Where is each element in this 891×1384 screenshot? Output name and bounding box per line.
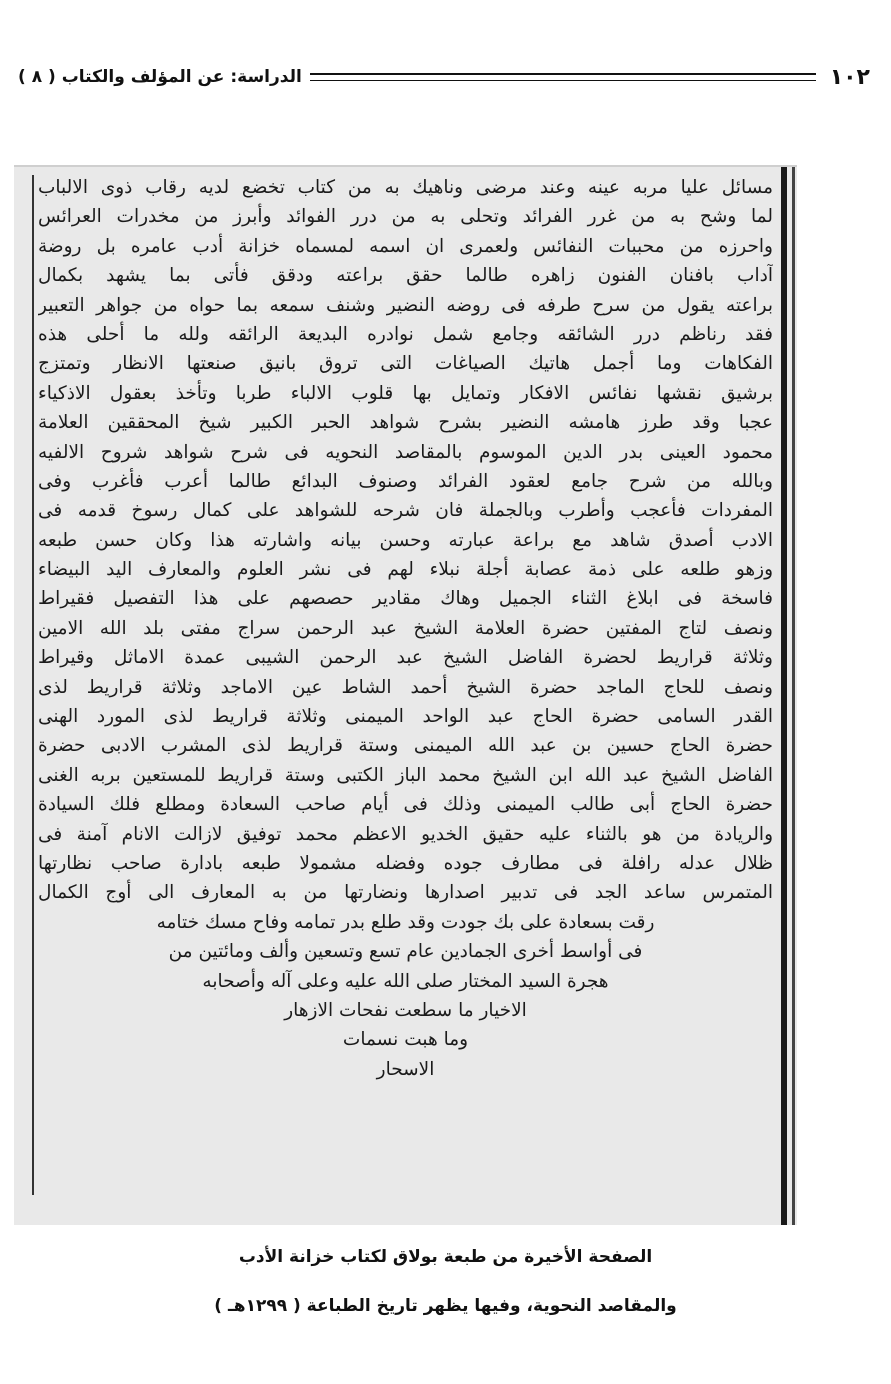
- scanned-manuscript-image: [14, 165, 797, 1225]
- scan-line: هجرة السيد المختار صلى الله عليه وعلى آله وأصحابه: [202, 970, 609, 992]
- scan-line: المفردات فأعجب وأطرب وبالجملة فان شرحه للشواهد على كمال رسوخ قدمه فى: [38, 500, 773, 522]
- scan-right-border-outer: [792, 167, 795, 1225]
- running-title: الدراسة: عن المؤلف والكتاب ( ٨ ): [18, 67, 302, 87]
- scan-line: الفاضل الشيخ عبد الله ابن الشيخ محمد الباز الكتبى وستة قراريط للمستعين بربه الغنى: [38, 764, 773, 786]
- scan-line: وما هبت نسمات: [342, 1029, 469, 1051]
- scan-line: المتمرس ساعد الجد فى تدبير اصدارها ونضارتها من به المعارف الى أوج الكمال: [38, 882, 773, 904]
- scan-line: واحرزه من محببات النفائس ولعمرى ان اسمه لمسماه خزانة أدب عامره بل روضة: [38, 235, 773, 257]
- scan-line: فى أواسط أخرى الجمادين عام تسع وتسعين وألف ومائتين من: [168, 941, 643, 963]
- scan-text-block: [38, 173, 773, 1084]
- caption-line-2: والمقاصد النحوية، وفيها يظهر تاريخ الطباعة ( ١٢٩٩هـ ): [214, 1296, 677, 1316]
- scan-line: وزهو طلعه على ذمة عصابة أجلة نبلاء لهم فى نشر العلوم والمعارف اليد البيضاء: [38, 559, 773, 581]
- scan-line: والريادة من هو بالثناء عليه حقيق الخديو الاعظم محمد توفيق لازالت الانام آمنة فى: [38, 823, 773, 845]
- scan-line: مسائل عليا مربه عينه وعند مرضى وناهيك به من كتاب تخضع لديه رقاب ذوى الالباب: [38, 177, 773, 198]
- scan-line: فاسخة فى ابلاغ الثناء الجميل وهاك مقادير حصصهم على هذا التفصيل فقيراط: [38, 588, 773, 610]
- scan-line: فقد رناظم درر الشائقه وجامع شمل نوادره البديعة الرائقه ولله ما أحلى هذه: [38, 323, 773, 345]
- scan-line: حضرة الحاج أبى طالب الميمنى وذلك فى أيام صاحب السعادة ومطلع فلك السيادة: [38, 794, 773, 816]
- page-number: ١٠٢: [829, 64, 870, 90]
- scan-line: محمود العينى بدر الدين الموسوم بالمقاصد النحويه فى شرح شواهد شروح الالفيه: [38, 441, 773, 463]
- scan-line: ونصف لتاج المفتين حضرة العلامة الشيخ عبد الرحمن سراج مفتى بلد الله الامين: [38, 617, 773, 639]
- header-rule: [310, 73, 816, 81]
- scan-line: ونصف للحاج الماجد حضرة الشيخ أحمد الشاط عين الاماجد وثلاثة قراريط لذى: [38, 676, 773, 698]
- scan-line: القدر السامى حضرة الحاج عبد الواحد الميمنى وثلاثة قراريط لذى المورد الهنى: [38, 706, 773, 728]
- scan-line: الاخيار ما سطعت نفحات الازهار: [284, 999, 527, 1021]
- scan-line: ظلال عدله رافلة فى مطارف جوده وفضله مشمولا طبعه بادارة صاحب نظارتها: [38, 852, 773, 874]
- scan-line: رقت بسعادة على بك جودت وقد طلع بدر تمامه وفاح مسك ختامه: [156, 911, 655, 933]
- scan-line: الادب أصدق شاهد مع براعة عبارته وحسن بيانه واشارته هذا وكان حسن طبعه: [38, 529, 773, 551]
- scan-line: براعته يقول من سرح طرفه فى روضه النضير وشنف سمعه بما حواه من جواهر التعبير: [38, 294, 773, 316]
- scan-line: وثلاثة قراريط لحضرة الفاضل الشيخ عبد الرحمن الشيبى عمدة الاماثل وقيراط: [38, 647, 773, 669]
- scan-line: حضرة الحاج حسين بن عبد الله الميمنى وستة قراريط لذى المشرب الادبى حضرة: [38, 735, 773, 757]
- scan-line: برشيق نقشها نفائس الافكار وتمايل بها قلوب الالباء طربا وتأخذ بعقول الاذكياء: [38, 382, 773, 404]
- page-header: [18, 62, 870, 92]
- scan-line: آداب بافنان الفنون زاهره طالما حقق براعته ودقق فأتى بما يشهد بكمال: [38, 265, 773, 287]
- scan-line: لما وشح به من غرر الفرائد وتحلى به من درر الفوائد وأبرز من مخدرات العرائس: [38, 206, 773, 228]
- scan-right-border: [781, 167, 787, 1225]
- caption-line-1: الصفحة الأخيرة من طبعة بولاق لكتاب خزانة الأدب: [238, 1247, 653, 1267]
- scan-line: وبالله من شرح جامع لعقود الفرائد وصنوف البدائع طالما أعرب فأغرب وفى: [38, 470, 773, 492]
- scan-left-border: [32, 175, 34, 1195]
- scan-line: الفكاهات وما أجمل هاتيك الصياغات التى تروق بانيق صنعتها الانظار وتمتزج: [38, 353, 773, 375]
- scan-line: عجبا وقد طرز هامشه النضير بشرح شواهد الحبر الكبير شيخ المحققين العلامة: [38, 412, 773, 434]
- scan-line: الاسحار: [376, 1058, 435, 1080]
